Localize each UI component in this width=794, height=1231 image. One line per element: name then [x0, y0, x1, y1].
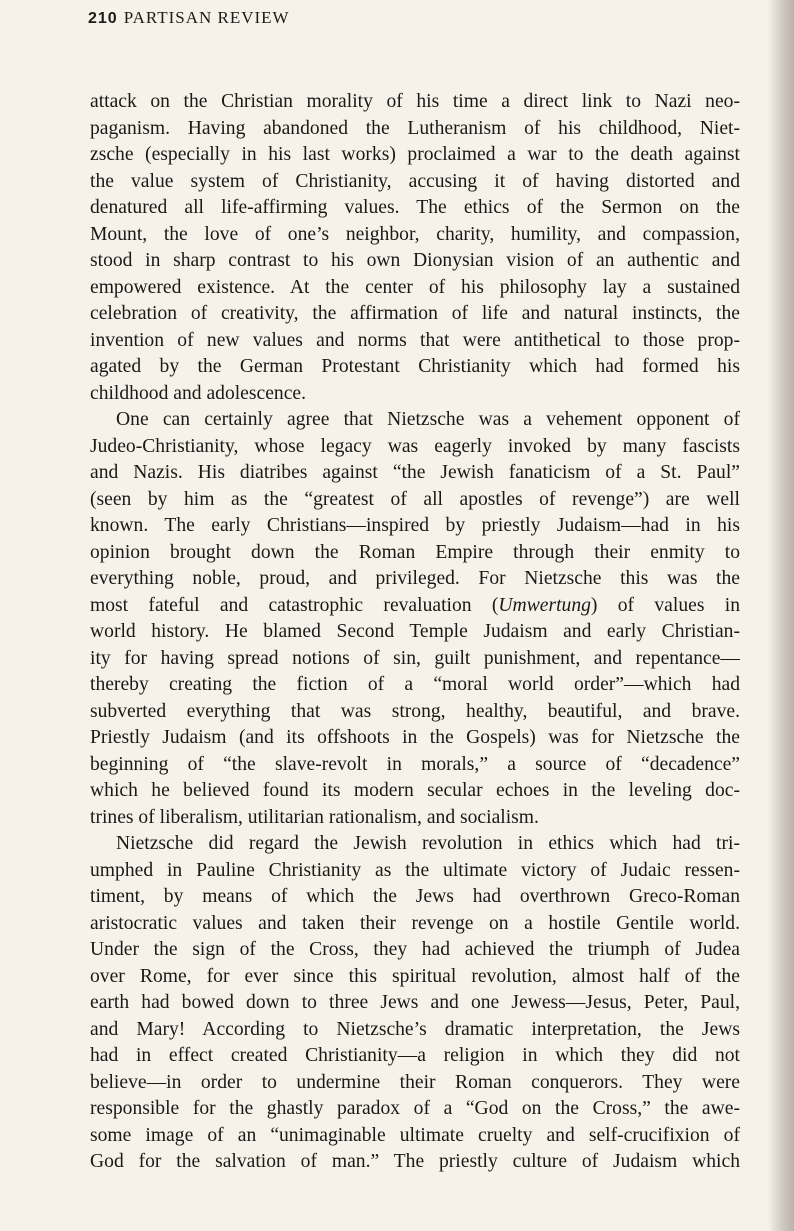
text-line: Nietzsche did regard the Jewish revolution in ethics which had tri- — [116, 833, 740, 854]
text-line: One can certainly agree that Nietzsche was a vehement opponent of — [116, 409, 740, 430]
text-line: believe—in order to undermine their Roman conquerors. They were — [90, 1071, 740, 1093]
page-edge-shadow — [768, 0, 794, 1231]
italic-term: Umwertung — [498, 594, 591, 616]
text-line: the value system of Christianity, accusing it of having distorted and — [90, 170, 740, 192]
text-line: agated by the German Protestant Christianity which had formed his — [90, 356, 740, 377]
text-line: (seen by him as the “greatest of all apostles of revenge”) are well — [90, 488, 740, 510]
text-line: and Nazis. His diatribes against “the Jewish fanaticism of a St. Paul” — [90, 462, 740, 483]
text-line: known. The early Christians—inspired by priestly Judaism—had in his — [90, 515, 740, 536]
text-line: empowered existence. At the center of his philosophy lay a sustained — [90, 276, 740, 298]
text-line: opinion brought down the Roman Empire through their enmity to — [90, 541, 740, 563]
text-line: thereby creating the fiction of a “moral world order”—which had — [90, 674, 740, 695]
text-line: timent, by means of which the Jews had overthrown Greco-Roman — [90, 886, 740, 907]
text-line: umphed in Pauline Christianity as the ultimate victory of Judaic ressen- — [90, 859, 740, 881]
text-line: Under the sign of the Cross, they had achieved the triumph of Judea — [90, 939, 740, 960]
text-segment: most fateful and catastrophic revaluation ( — [90, 594, 499, 616]
text-line: aristocratic values and taken their revenge on a hostile Gentile world. — [90, 912, 740, 934]
text-line: God for the salvation of man.” The priestly culture of Judaism which — [90, 1151, 740, 1172]
text-line: denatured all life-affirming values. The ethics of the Sermon on the — [90, 197, 740, 218]
text-line-with-italic — [90, 593, 740, 620]
text-line: some image of an “unimaginable ultimate cruelty and self-crucifixion of — [90, 1124, 740, 1146]
page-number: 210 — [88, 10, 118, 27]
paragraph-3 — [90, 831, 740, 1176]
paragraph-1 — [90, 89, 740, 407]
paragraph-2 — [90, 407, 740, 831]
text-line: attack on the Christian morality of his time a direct link to Nazi neo- — [90, 91, 740, 112]
running-header — [88, 8, 290, 28]
text-line: trines of liberalism, utilitarian rationalism, and socialism. — [90, 806, 539, 828]
text-line: and Mary! According to Nietzsche’s dramatic interpretation, the Jews — [90, 1018, 740, 1040]
text-line: subverted everything that was strong, healthy, beautiful, and brave. — [90, 700, 740, 722]
text-line: world history. He blamed Second Temple Judaism and early Christian- — [90, 621, 740, 642]
text-line: responsible for the ghastly paradox of a “God on the Cross,” the awe- — [90, 1098, 740, 1119]
text-line: over Rome, for ever since this spiritual revolution, almost half of the — [90, 965, 740, 987]
text-line: everything noble, proud, and privileged. For Nietzsche this was the — [90, 568, 740, 589]
text-line: earth had bowed down to three Jews and one Jewess—Jesus, Peter, Paul, — [90, 992, 740, 1013]
text-line: had in effect created Christianity—a religion in which they did not — [90, 1045, 740, 1066]
text-segment: ) of values in — [590, 594, 740, 616]
text-line: Mount, the love of one’s neighbor, charity, humility, and compassion, — [90, 223, 740, 245]
text-line: zsche (especially in his last works) proclaimed a war to the death against — [90, 144, 740, 165]
text-line: Priestly Judaism (and its offshoots in the Gospels) was for Nietzsche the — [90, 727, 740, 748]
text-line: childhood and adolescence. — [90, 382, 306, 404]
text-line: Judeo-Christianity, whose legacy was eagerly invoked by many fascists — [90, 435, 740, 457]
text-line: stood in sharp contrast to his own Dionysian vision of an authentic and — [90, 250, 740, 271]
text-line: ity for having spread notions of sin, guilt punishment, and repentance— — [90, 647, 740, 669]
journal-title: PARTISAN REVIEW — [123, 8, 290, 27]
article-body — [90, 89, 740, 1176]
text-line: celebration of creativity, the affirmation of life and natural instincts, the — [90, 303, 740, 324]
text-line: invention of new values and norms that were antithetical to those prop- — [90, 329, 740, 351]
text-line: paganism. Having abandoned the Lutheranism of his childhood, Niet- — [90, 117, 740, 139]
text-line: which he believed found its modern secular echoes in the leveling doc- — [90, 780, 740, 801]
text-line: beginning of “the slave-revolt in morals,” a source of “decadence” — [90, 753, 740, 775]
